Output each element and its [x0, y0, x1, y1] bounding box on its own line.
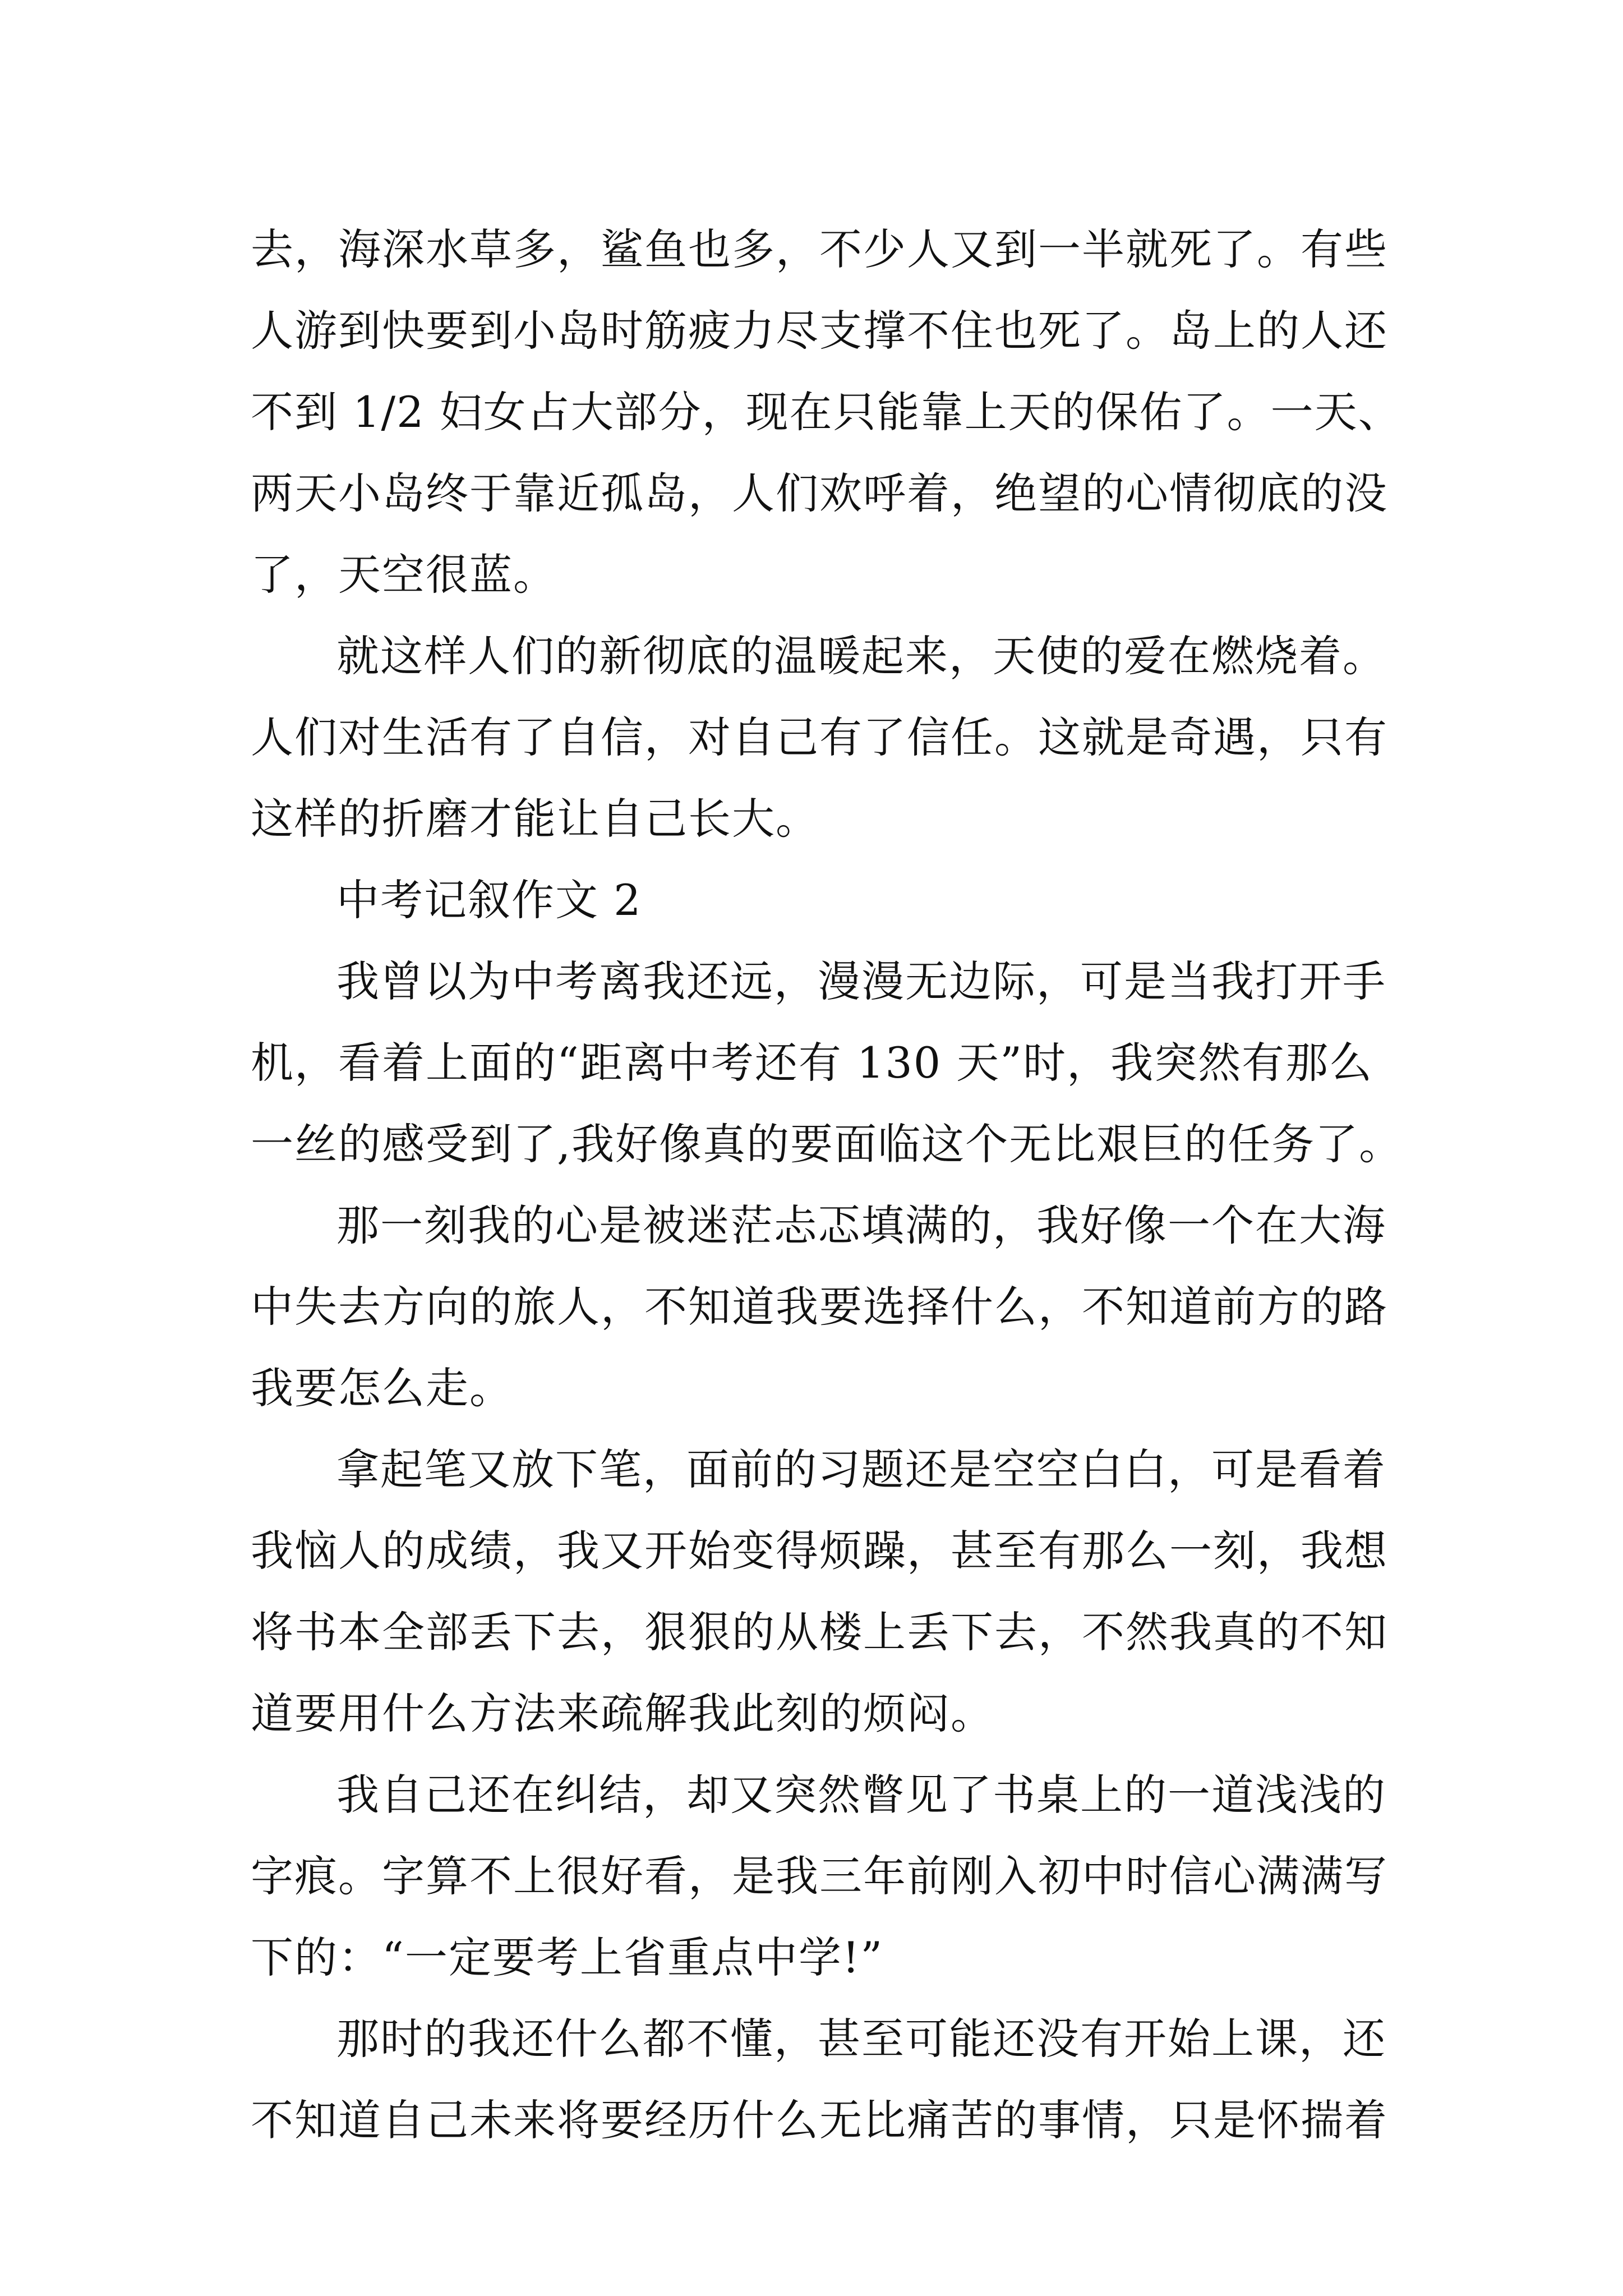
text-line: 那一刻我的心是被迷茫忐忑填满的，我好像一个在大海 — [336, 1200, 1386, 1250]
text-line: 我自己还在纠结，却又突然瞥见了书桌上的一道浅浅的 — [336, 1770, 1386, 1820]
text-line: 不到 1/2 妇女占大部分，现在只能靠上天的保佑了。一天、 — [251, 387, 1402, 437]
text-line: 去，海深水草多，鲨鱼也多，不少人又到一半就死了。有些 — [251, 224, 1388, 274]
text-line: 这样的折磨才能让自己长大。 — [251, 794, 819, 844]
text-line: 我恼人的成绩，我又开始变得烦躁，甚至有那么一刻，我想 — [251, 1526, 1388, 1576]
text-line: 了，天空很蓝。 — [251, 550, 557, 600]
text-line: 两天小岛终于靠近孤岛，人们欢呼着，绝望的心情彻底的没 — [251, 468, 1388, 518]
text-line: 人们对生活有了自信，对自己有了信任。这就是奇遇，只有 — [251, 712, 1388, 762]
text-line: 我要怎么走。 — [251, 1363, 513, 1413]
text-line: 将书本全部丢下去，狠狠的从楼上丢下去，不然我真的不知 — [251, 1607, 1388, 1657]
text-line: 下的：“一定要考上省重点中学!” — [251, 1932, 884, 1982]
text-line: 中失去方向的旅人，不知道我要选择什么，不知道前方的路 — [251, 1282, 1388, 1332]
text-line: 拿起笔又放下笔，面前的习题还是空空白白，可是看着 — [336, 1444, 1386, 1494]
text-line: 字痕。字算不上很好看，是我三年前刚入初中时信心满满写 — [251, 1851, 1388, 1901]
text-line: 一丝的感受到了,我好像真的要面临这个无比艰巨的任务了。 — [251, 1119, 1403, 1169]
section-heading: 中考记叙作文 2 — [336, 875, 642, 925]
text-line: 我曾以为中考离我还远，漫漫无边际，可是当我打开手 — [336, 956, 1386, 1006]
text-line: 那时的我还什么都不懂，甚至可能还没有开始上课，还 — [336, 2014, 1386, 2064]
text-line: 机，看着上面的“距离中考还有 130 天”时，我突然有那么 — [251, 1038, 1373, 1088]
text-line: 就这样人们的新彻底的温暖起来，天使的爱在燃烧着。 — [336, 631, 1386, 681]
text-line: 不知道自己未来将要经历什么无比痛苦的事情，只是怀揣着 — [251, 2095, 1388, 2145]
text-line: 人游到快要到小岛时筋疲力尽支撑不住也死了。岛上的人还 — [251, 306, 1388, 356]
text-line: 道要用什么方法来疏解我此刻的烦闷。 — [251, 1688, 994, 1738]
